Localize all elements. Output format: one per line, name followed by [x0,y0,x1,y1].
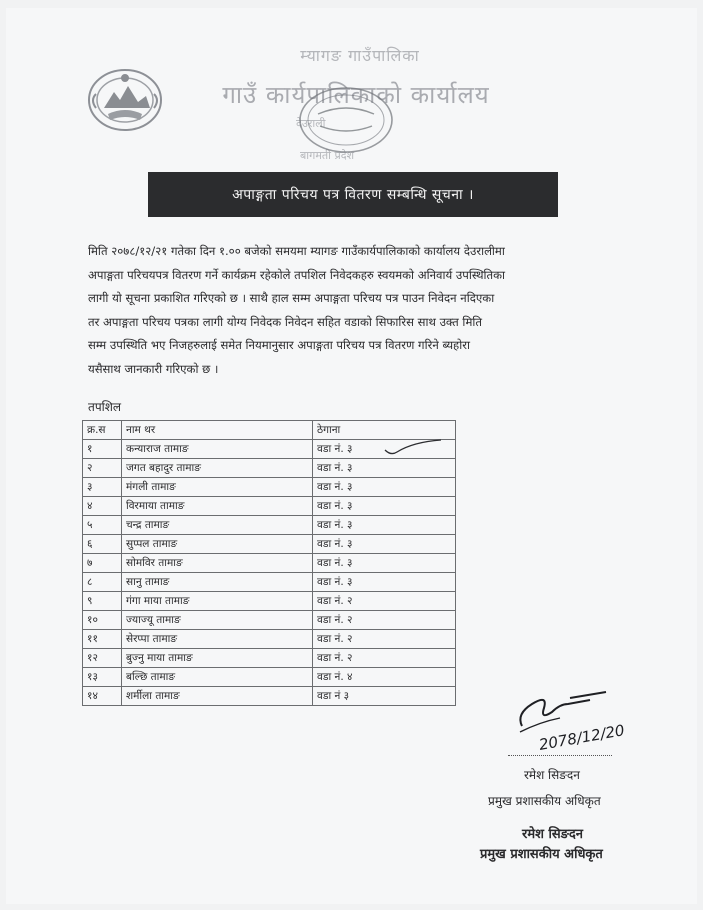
notice-line: तर अपाङ्गता परिचय पत्रका लागी योग्य निवेदक निवेदन सहित वडाको सिफारिस साथ उक्त मिति [88,314,482,329]
name-cell: सोमविर तामाङ [122,554,313,573]
table-row [83,497,456,516]
signature-line [508,755,612,756]
table-row [83,649,456,668]
name-cell: बल्छि तामाङ [122,668,313,687]
table-header-row [83,421,456,440]
address-cell: वडा नं ३ [313,687,456,706]
column-header: नाम थर [122,421,313,440]
name-cell: गंगा माया तामाङ [122,592,313,611]
serial-cell: १० [83,611,122,630]
handwritten-signature [510,674,660,754]
serial-cell: ९ [83,592,122,611]
notice-line: मिति २०७८/१२/२१ गतेका दिन १.०० बजेको समयमा म्यागङ गाउँकार्यपालिकाको कार्यालय देउरालीमा [88,244,505,258]
table-row [83,573,456,592]
signature-stamp-name: रमेश सिङदन [522,827,584,842]
office-province: बागमती प्रदेश [300,149,355,162]
address-cell: वडा नं. ३ [313,516,456,535]
svg-text:2078/12/20: 2078/12/20 [537,721,626,754]
signature-stamp-title: प्रमुख प्रशासकीय अधिकृत [480,847,603,862]
office-stamp [296,84,396,156]
address-cell: वडा नं. २ [313,630,456,649]
column-header: ठेगाना [313,421,456,440]
signatory-title: प्रमुख प्रशासकीय अधिकृत [488,794,601,808]
address-cell: वडा नं. २ [313,592,456,611]
address-cell: वडा नं. ३ [313,440,456,459]
signatory-name: रमेश सिङदन [524,768,580,782]
table-row [83,611,456,630]
notice-title: अपाङ्गता परिचय पत्र वितरण सम्बन्धि सूचना । [148,172,558,217]
serial-cell: ८ [83,573,122,592]
serial-cell: ३ [83,478,122,497]
table-row [83,516,456,535]
address-cell: वडा नं. ३ [313,573,456,592]
table-row [83,630,456,649]
recipients-table [82,420,456,706]
nepal-emblem-icon [84,64,166,134]
office-title: गाउँ कार्यपालिकाको कार्यालय [222,81,490,109]
table-row [83,592,456,611]
serial-cell: ७ [83,554,122,573]
section-label: तपशिल [88,400,122,414]
table-row [83,668,456,687]
name-cell: मंगली तामाङ [122,478,313,497]
serial-cell: २ [83,459,122,478]
serial-cell: ४ [83,497,122,516]
table-row [83,478,456,497]
table-row [83,535,456,554]
serial-cell: ६ [83,535,122,554]
name-cell: चन्द्र तामाङ [122,516,313,535]
notice-line: यसैसाथ जानकारी गरिएको छ । [88,361,219,376]
serial-cell: १४ [83,687,122,706]
name-cell: कन्याराज तामाङ [122,440,313,459]
serial-cell: ५ [83,516,122,535]
name-cell: बुज्नु माया तामाङ [122,649,313,668]
address-cell: वडा नं. ३ [313,497,456,516]
name-cell: सानु तामाङ [122,573,313,592]
notice-line: अपाङ्गता परिचयपत्र वितरण गर्ने कार्यक्रम रहेकोले तपशिल निवेदकहरु स्वयमको अनिवार्य उपस्थितिका [88,267,506,282]
name-cell: ज्याज्यू तामाङ [122,611,313,630]
address-cell: वडा नं. ३ [313,535,456,554]
check-mark-icon [383,438,443,458]
name-cell: जगत बहादुर तामाङ [122,459,313,478]
name-cell: विरमाया तामाङ [122,497,313,516]
address-cell: वडा नं. ३ [313,478,456,497]
address-cell: वडा नं. ४ [313,668,456,687]
serial-cell: १३ [83,668,122,687]
serial-cell: १ [83,440,122,459]
address-cell: वडा नं. ३ [313,459,456,478]
column-header: क्र.स [83,421,122,440]
address-cell: वडा नं. २ [313,611,456,630]
address-cell: वडा नं. ३ [313,554,456,573]
name-cell: सेरप्पा तामाङ [122,630,313,649]
office-address: देउराली [296,117,326,130]
serial-cell: १२ [83,649,122,668]
name-cell: सुप्पल तामाङ [122,535,313,554]
name-cell: शर्मीला तामाङ [122,687,313,706]
notice-line: लागी यो सूचना प्रकाशित गरिएको छ । साथै हाल सम्म अपाङ्गता परिचय पत्र पाउन निवेदन नदिएका [88,291,495,305]
table-row [83,554,456,573]
notice-line: सम्म उपस्थिति भए निजहरुलाई समेत नियमानुसार अपाङ्गता परिचय पत्र वितरण गरिने ब्यहोरा [88,338,470,352]
serial-cell: ११ [83,630,122,649]
table-row [83,459,456,478]
table-row [83,687,456,706]
office-name: म्यागङ गाउँपालिका [300,46,420,65]
notice-body [88,240,616,381]
address-cell: वडा नं. २ [313,649,456,668]
